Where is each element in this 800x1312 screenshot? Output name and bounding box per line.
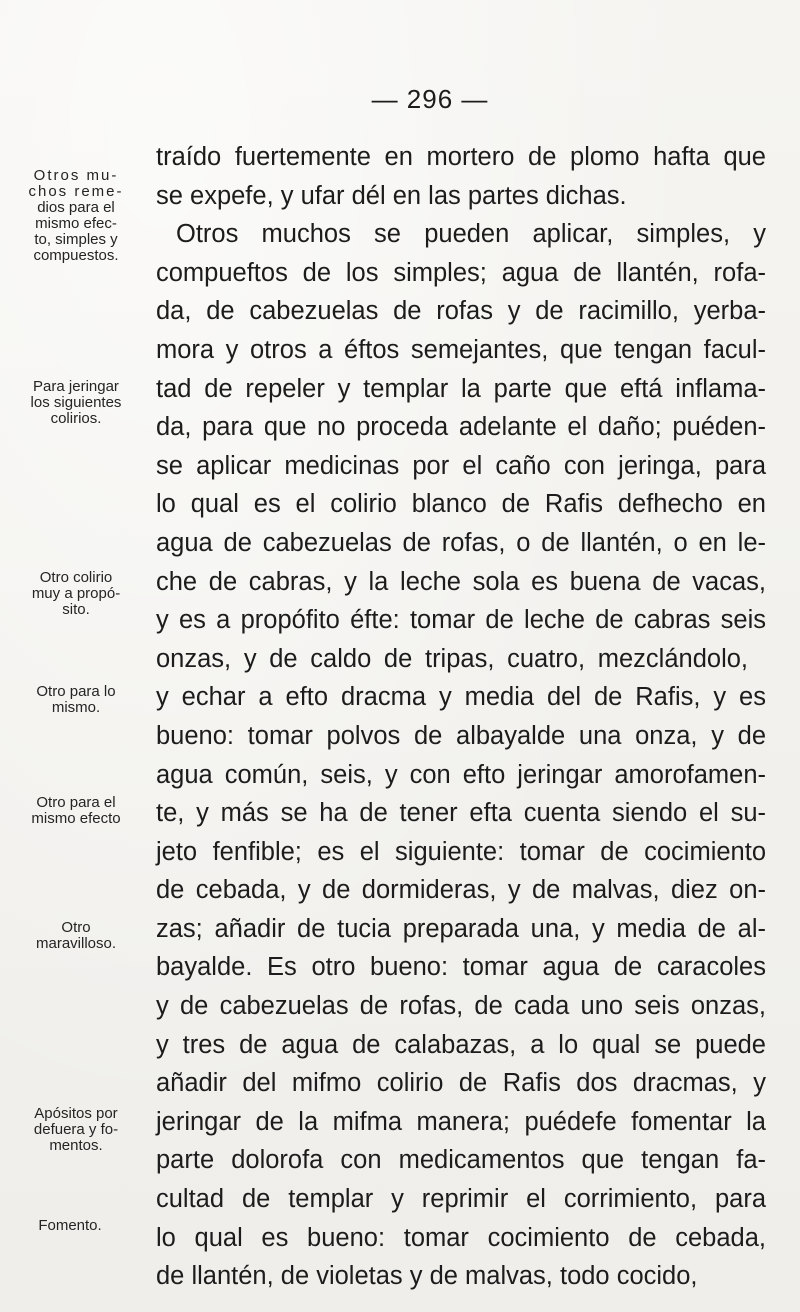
body-line: da, de cabezuelas de rofas y de racimillo, yerba- [156, 297, 766, 326]
page-number: — 296 — [371, 84, 489, 114]
margin-note: Apósitos por defuera y fo- mentos. [33, 1105, 119, 1154]
body-line: onzas, y de caldo de tripas, cuatro, mezclándolo, [156, 644, 748, 673]
body-line: y de cabezuelas de rofas, de cada uno seis onzas, [156, 992, 766, 1021]
body-line: bayalde. Es otro bueno: tomar agua de caracoles [156, 953, 766, 982]
body-line: Otros muchos se pueden aplicar, simples, y [176, 220, 766, 249]
body-line: cultad de templar y reprimir el corrimiento, para [156, 1185, 766, 1214]
body-line: se expefe, y ufar dél en las partes dichas. [156, 181, 627, 210]
margin-note: Otro para lo mismo. [36, 683, 116, 716]
body-line: y tres de agua de calabazas, a lo qual se puede [156, 1030, 766, 1059]
margin-note: Para jeringar los siguientes colirios. [30, 378, 122, 427]
body-line: te, y más se ha de tener efta cuenta siendo el su- [156, 799, 766, 828]
body-line: añadir del mifmo colirio de Rafis dos dracmas, y [156, 1069, 766, 1098]
body-line: agua común, seis, y con efto jeringar amorofamen- [156, 760, 766, 789]
body-line: tad de repeler y templar la parte que eftá inflama- [156, 374, 766, 403]
body-line: zas; añadir de tucia preparada una, y media de al- [156, 914, 766, 943]
margin-note: Otro para el mismo efecto [31, 794, 121, 827]
body-text [156, 138, 766, 1296]
body-line: mora y otros a éftos semejantes, que tengan facul- [156, 335, 766, 364]
body-line: de cebada, y de dormideras, y de malvas, diez on- [156, 876, 766, 905]
margin-note: Fomento. [38, 1217, 102, 1234]
margin-note: Otro colirio muy a propó- sito. [31, 569, 121, 618]
body-line: y echar a efto dracma y media del de Rafis, y es [156, 683, 766, 712]
body-line: che de cabras, y la leche sola es buena de vacas, [156, 567, 766, 596]
body-line: lo qual es bueno: tomar cocimiento de cebada, [156, 1223, 766, 1252]
body-line: agua de cabezuelas de rofas, o de llantén, o en le- [156, 528, 766, 557]
body-line: jeringar de la mifma manera; puédefe fomentar la [156, 1107, 766, 1136]
body-line: se aplicar medicinas por el caño con jeringa, para [156, 451, 766, 480]
body-line: parte dolorofa con medicamentos que tengan fa- [156, 1146, 766, 1175]
margin-note: Otros mu- chos reme- dios para el mismo efec- to, simples y compuestos. [28, 167, 124, 264]
body-line: da, para que no proceda adelante el daño; puéden- [156, 413, 766, 442]
body-line: de llantén, de violetas y de malvas, todo cocido, [156, 1262, 698, 1291]
body-line: y es a propófito éfte: tomar de leche de cabras seis [156, 606, 766, 635]
margin-note: Otro maravilloso. [35, 919, 117, 952]
body-line: lo qual es el colirio blanco de Rafis defhecho en [156, 490, 766, 519]
body-line: jeto fenfible; es el siguiente: tomar de cocimiento [156, 837, 766, 866]
body-line: traído fuertemente en mortero de plomo hafta que [156, 143, 766, 171]
body-line: bueno: tomar polvos de albayalde una onza, y de [156, 721, 766, 750]
body-line: compueftos de los simples; agua de llantén, rofa- [156, 258, 766, 287]
